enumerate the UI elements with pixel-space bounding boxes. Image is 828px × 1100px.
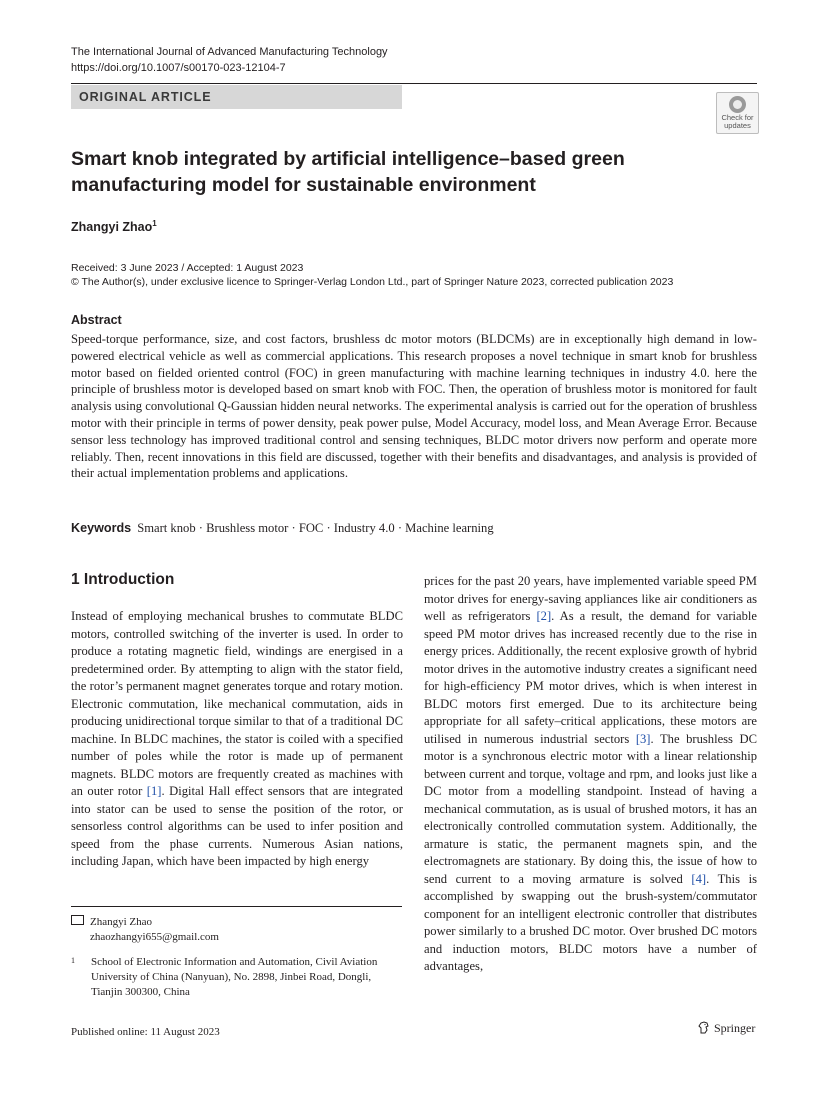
copyright-notice: © The Author(s), under exclusive licence to Springer-Verlag London Ltd., part of Springer Nature 2023, corrected publication 2023 [71, 276, 674, 288]
reference-link-4[interactable]: [4] [691, 871, 707, 886]
abstract-text: Speed-torque performance, size, and cost factors, brushless dc motor motors (BLDCMs) are in exceptionally high demand in low-powered electrical vehicle as well as commercial applications. This research proposes a novel technique in smart knob for brushless motor based on fielded oriented control (FOC) in green manufacturing with machine learning techniques in industry 4.0. here the principle of brushless motor is developed based on smart knob with FOC. Then, the operation of brushless motor is monitored for fault analysis using convolutional Q-Gaussian hidden neural networks. The experimental analysis is carried out for the operation of brushless motor with their principle in terms of power density, peak power pulse, Model Accuracy, model loss, and Mean Average Error. Because sensor less technology has improved traditional control and sensing techniques, BLDC motor drivers now perform and operate more reliably. Then, recent innovations in this field are discussed, together with their benefits and disadvantages, and analysis is provided of their actual implementation problems and applications. [71, 332, 757, 481]
journal-name: The International Journal of Advanced Manufacturing Technology [71, 46, 388, 58]
journal-header [71, 44, 388, 76]
footnote-rule [71, 906, 402, 907]
check-for-updates-button[interactable] [716, 92, 759, 134]
article-dates [71, 261, 673, 289]
affiliation-text: School of Electronic Information and Automation, Civil Aviation University of China (Nanyuan), No. 2898, Jinbei Road, Dongli, Tianjin 300300, China [91, 956, 378, 998]
published-online: Published online: 11 August 2023 [71, 1026, 220, 1038]
intro-column-right: prices for the past 20 years, have implemented variable speed PM motor drives for energy-saving appliances like air conditioners as well as refrigerators [2]. As a result, the demand for variable speed PM motor drives has increased recently due to the rise in energy prices. Additionally, the recent explosive growth of hybrid motor drives in the automotive industry creates a significant need for high-efficiency PM motor drives, which is when interest in BLDC motors first emerged. Due to its architecture being appropriate for all safety–critical applications, these motors are utilised in numerous industrial sectors [3]. The brushless DC motor is a synchronous electric motor with a linear relationship between current and torque, voltage and rpm, and looks just like a DC motor from a modelling standpoint. Instead of having a mechanical commutation, as is usual of brushed motors, it has an electronically controlled commutation system. Additionally, the armature is static, the permanent magnets spin, and the electromagnets are stationary. By doing this, the issue of how to send current to a moving armature is solved [4]. This is accomplished by swapping out the brush-system/commutator component for an intelligent electronic controller that distributes power similarly to a brushed DC motor. Over brushed DC motors and induction motors, BLDC motors have a number of advantages, [424, 574, 757, 973]
affiliation [71, 955, 402, 1000]
envelope-icon [71, 915, 84, 925]
check-updates-label: Check for updates [721, 113, 754, 130]
springer-logo[interactable] [698, 1021, 755, 1036]
section-heading-introduction: 1 Introduction [71, 571, 175, 588]
article-title: Smart knob integrated by artificial intelligence–based green manufacturing model for sustainable environment [71, 148, 625, 196]
doi-link[interactable]: https://doi.org/10.1007/s00170-023-12104-7 [71, 62, 286, 74]
reference-link-1[interactable]: [1] [146, 784, 162, 798]
abstract-heading: Abstract [71, 313, 122, 327]
keywords-list: Smart knob · Brushless motor · FOC · Industry 4.0 · Machine learning [137, 521, 494, 535]
springer-horse-icon [698, 1021, 710, 1034]
publisher-name: Springer [714, 1021, 756, 1035]
keywords-label: Keywords [71, 521, 132, 535]
crossmark-icon [729, 96, 746, 113]
reference-link-3[interactable]: [3] [635, 731, 651, 746]
received-accepted: Received: 3 June 2023 / Accepted: 1 August 2023 [71, 262, 304, 274]
contact-name: Zhangyi Zhao [90, 916, 153, 928]
article-type-label: ORIGINAL ARTICLE [79, 90, 212, 104]
corresponding-author [71, 915, 219, 945]
reference-link-2[interactable]: [2] [536, 609, 552, 623]
author-affiliation-marker: 1 [152, 219, 157, 228]
keywords [71, 521, 494, 536]
header-rule [71, 83, 757, 84]
intro-column-left: Instead of employing mechanical brushes to commutate BLDC motors, controlled switching of the inverter is used. In order to produce a rotating magnetic field, windings are energised in a predetermined order. By attempting to align with the stator field, the rotor’s permanent magnet generates torque and rotary motion. Electronic commutation, like mechanical commutation, aids in producing unidirectional torque similar to that of a traditional DC machine. In BLDC machines, the stator is coiled with a specified number of poles while the rotor is made up of permanent magnets. BLDC motors are frequently created as machines with an outer rotor [1]. Digital Hall effect sensors that are integrated into stator can be used to sense the position of the rotor, or sensorless control algorithms can be used to infer position and speed from the phase currents. Numerous Asian nations, including Japan, which have been impacted by high energy [71, 609, 403, 868]
affiliation-marker: 1 [71, 956, 75, 965]
author-name[interactable]: Zhangyi Zhao$^1$ [71, 219, 157, 235]
article-type-banner [71, 85, 402, 109]
contact-email[interactable]: zhaozhangyi655@gmail.com [90, 931, 219, 943]
